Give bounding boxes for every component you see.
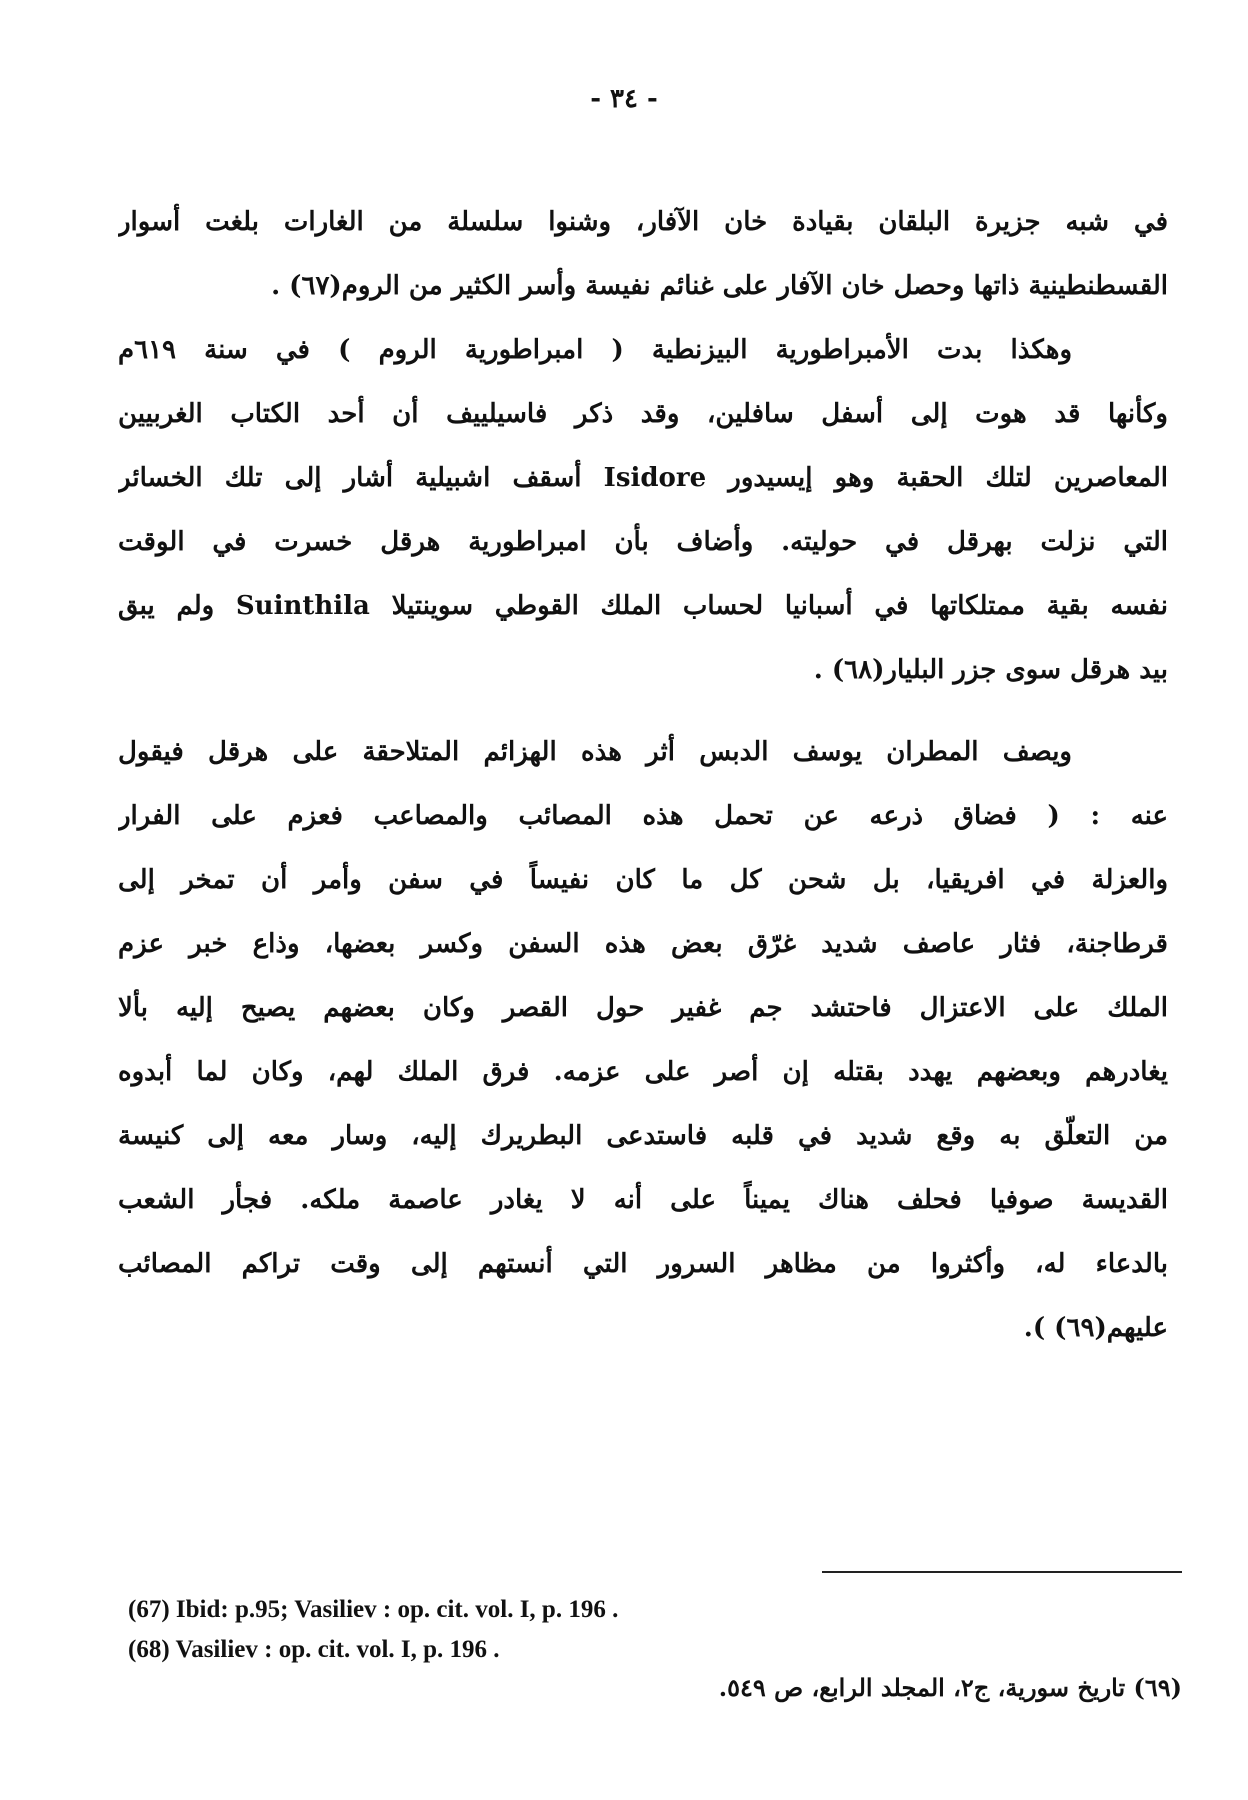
text-line: يغادرهم وبعضهم يهدد بقتله إن أصر على عزمه. فرق الملك لهم، وكان لما أبدوه: [118, 1057, 1168, 1087]
footnote-separator: [822, 1571, 1182, 1573]
text-line: في شبه جزيرة البلقان بقيادة خان الآفار، وشنوا سلسلة من الغارات بلغت أسوار: [118, 207, 1168, 237]
page-number: - ٣٤ -: [590, 84, 658, 114]
text-line: القسطنطينية ذاتها وحصل خان الآفار على غنائم نفيسة وأسر الكثير من الروم(٦٧) .: [271, 271, 1168, 301]
text-line: التي نزلت بهرقل في حوليته. وأضاف بأن امبراطورية هرقل خسرت في الوقت: [118, 527, 1168, 557]
footnote-67: (67) Ibid: p.95; Vasiliev : op. cit. vol. I, p. 196 .: [128, 1596, 619, 1623]
footnote-69: (٦٩) تاريخ سورية، ج٢، المجلد الرابع، ص ٥٤٩.: [718, 1673, 1182, 1702]
text-line: والعزلة في افريقيا، بل شحن كل ما كان نفيساً في سفن وأمر أن تمخر إلى: [118, 865, 1168, 895]
text-line: وكأنها قد هوت إلى أسفل سافلين، وقد ذكر فاسيلييف أن أحد الكتاب الغربيين: [118, 399, 1168, 429]
footnote-68: (68) Vasiliev : op. cit. vol. I, p. 196 .: [128, 1636, 500, 1663]
text-line: المعاصرين لتلك الحقبة وهو إيسيدور Isidore أسقف اشبيلية أشار إلى تلك الخسائر: [118, 463, 1168, 493]
text-line: من التعلّق به وقع شديد في قلبه فاستدعى البطريرك إليه، وسار معه إلى كنيسة: [118, 1121, 1168, 1151]
text-line: بيد هرقل سوى جزر البليار(٦٨) .: [813, 655, 1168, 685]
text-line: نفسه بقية ممتلكاتها في أسبانيا لحساب الملك القوطي سوينتيلا Suinthila ولم يبق: [118, 591, 1168, 621]
body-text: [118, 190, 1168, 1360]
text-line: قرطاجنة، فثار عاصف شديد غرّق بعض هذه السفن وكسر بعضها، وذاع خبر عزم: [118, 929, 1168, 959]
text-line: الملك على الاعتزال فاحتشد جم غفير حول القصر وكان بعضهم يصيح إليه بألا: [118, 993, 1168, 1023]
text-line: بالدعاء له، وأكثروا من مظاهر السرور التي أنستهم إلى وقت تراكم المصائب: [118, 1249, 1168, 1279]
text-line: ويصف المطران يوسف الدبس أثر هذه الهزائم المتلاحقة على هرقل فيقول: [118, 737, 1072, 767]
text-line: عليهم(٦٩) ).: [1023, 1313, 1168, 1343]
text-line: وهكذا بدت الأمبراطورية البيزنطية ( امبراطورية الروم ) في سنة ٦١٩م: [118, 335, 1072, 365]
footnotes-english: [128, 1590, 1028, 1670]
text-line: عنه : ( فضاق ذرعه عن تحمل هذه المصائب والمصاعب فعزم على الفرار: [118, 801, 1168, 831]
text-line: القديسة صوفيا فحلف هناك يميناً على أنه لا يغادر عاصمة ملكه. فجأر الشعب: [118, 1185, 1168, 1215]
